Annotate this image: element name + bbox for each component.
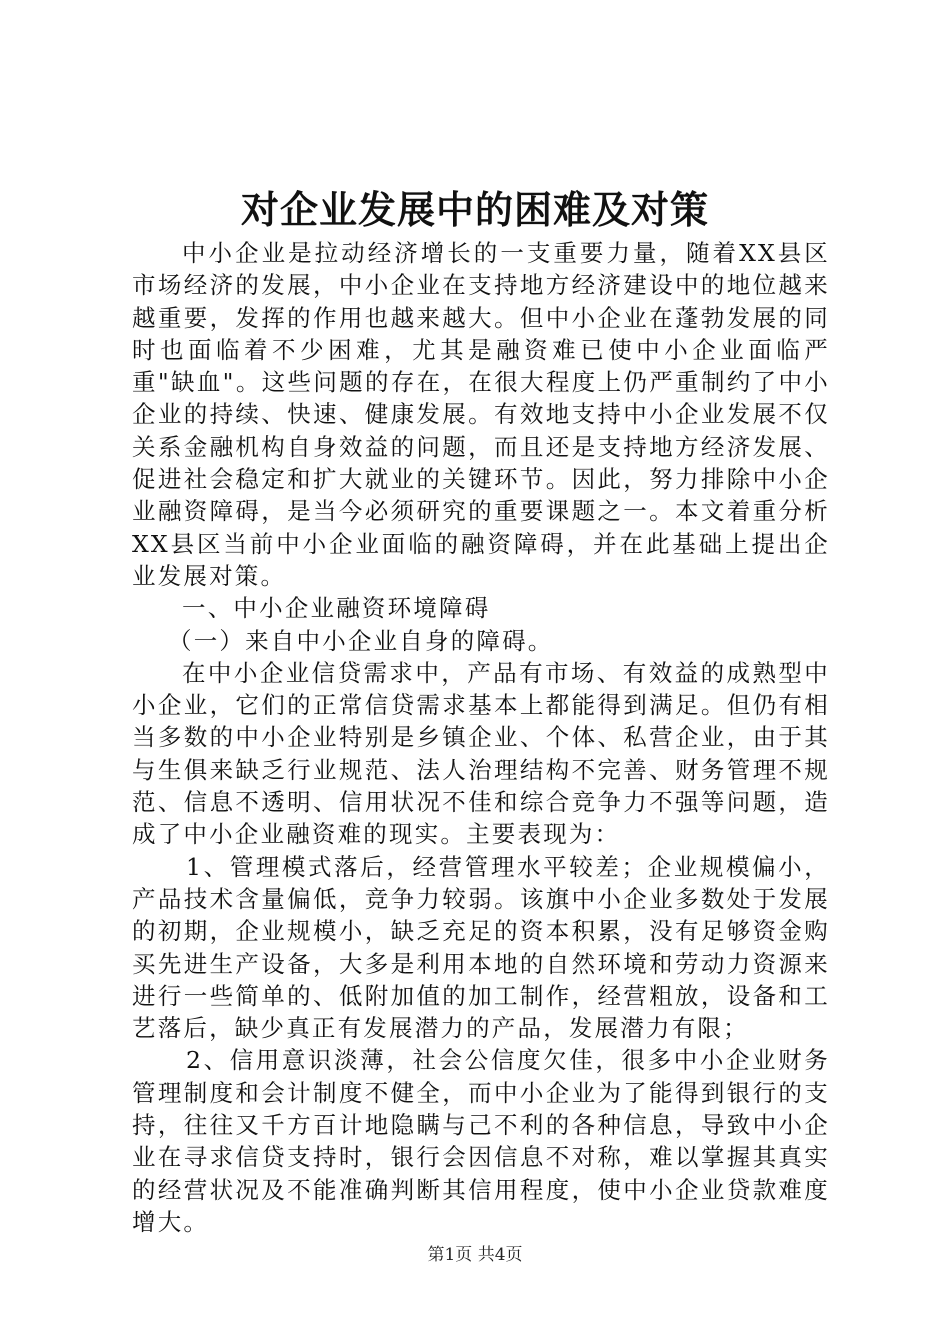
section-heading: 一、中小企业融资环境障碍: [182, 594, 491, 623]
paragraph-intro: 中小企业是拉动经济增长的一支重要力量，随着XX县区市场经济的发展，中小企业在支持地方经济建设中的地位越来越重要，发挥的作用也越来越大。但中小企业在蓬勃发展的同时也面临着不少困难，尤其是融资难已使中小企业面临严重"缺血"。这些问题的存在，在很大程度上仍严重制约了中小企业的持续、快速、健康发展。有效地支持中小企业发展不仅关系金融机构自身效益的问题，而且还是支持地方经济发展、促进社会稳定和扩大就业的关键环节。因此，努力排除中小企业融资障碍，是当今必须研究的重要课题之一。本文着重分析XX县区当前中小企业面临的融资障碍，并在此基础上提出企业发展对策。: [132, 239, 830, 590]
subsection-heading: （一）来自中小企业自身的障碍。: [168, 626, 554, 655]
list-item-credit: 2、信用意识淡薄，社会公信度欠佳，很多中小企业财务管理制度和会计制度不健全，而中小企业为了能得到银行的支持，往往又千方百计地隐瞒与己不利的各种信息，导致中小企业在寻求信贷支持时，银行会因信息不对称，难以掌握其真实的经营状况及不能准确判断其信用程度，使中小企业贷款难度增大。: [132, 1046, 830, 1236]
document-title: 对企业发展中的困难及对策: [240, 187, 709, 232]
document-body: [132, 237, 830, 1238]
list-item-management: 1、管理模式落后，经营管理水平较差；企业规模偏小，产品技术含量偏低，竞争力较弱。该旗中小企业多数处于发展的初期，企业规模小，缺乏充足的资本积累，没有足够资金购买先进生产设备，大多是利用本地的自然环境和劳动力资源来进行一些简单的、低附加值的加工制作，经营粗放，设备和工艺落后，缺少真正有发展潜力的产品，发展潜力有限；: [132, 852, 830, 1043]
paragraph-credit-demand: 在中小企业信贷需求中，产品有市场、有效益的成熟型中小企业，它们的正常信贷需求基本上都能得到满足。但仍有相当多数的中小企业特别是乡镇企业、个体、私营企业，由于其与生俱来缺乏行业规范、法人治理结构不完善、财务管理不规范、信息不透明、信用状况不佳和综合竞争力不强等问题，造成了中小企业融资难的现实。主要表现为：: [132, 658, 830, 849]
page-footer: 第1页 共4页: [427, 1245, 523, 1265]
